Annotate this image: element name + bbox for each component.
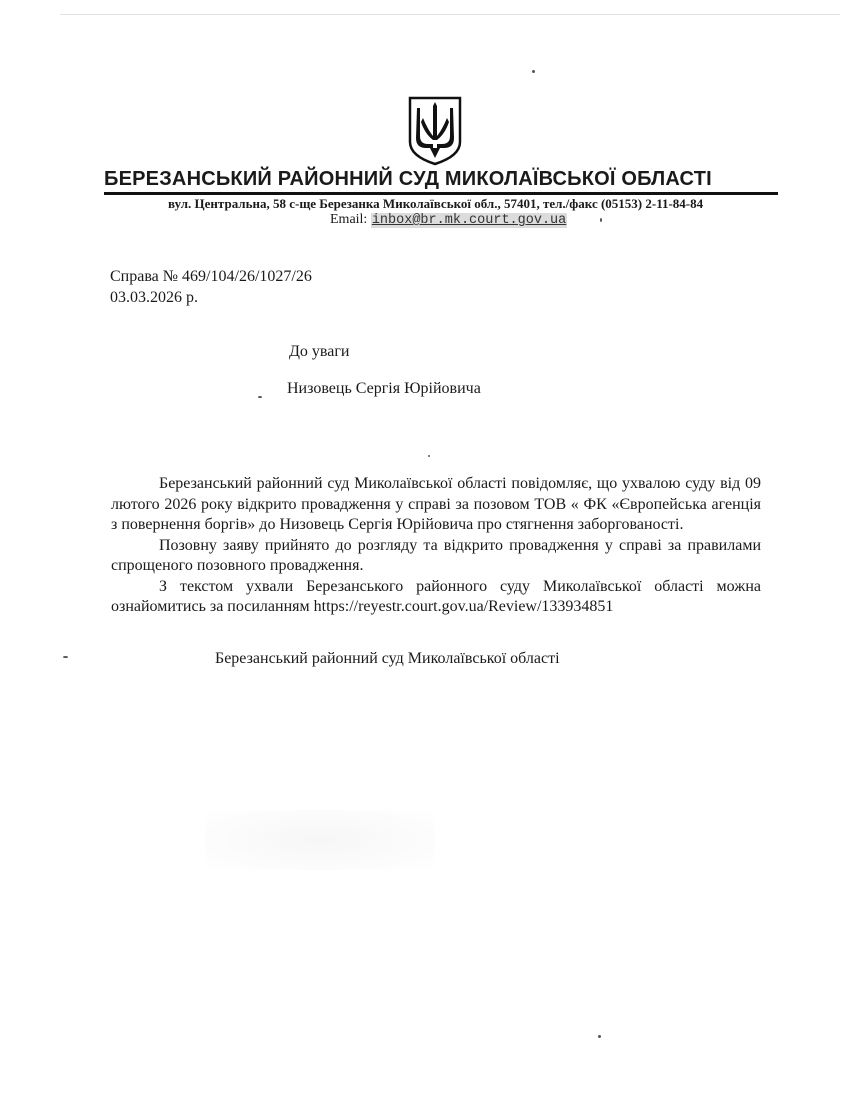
case-date: 03.03.2026 р. [110,289,198,306]
trident-emblem-icon [408,96,462,166]
email-link[interactable]: inbox@br.mk.court.gov.ua [371,213,567,228]
body-paragraph: З текстом ухвали Березанського районного суду Миколаївської області можна ознайомитись за посиланням https://reyestr.court.gov.ua/Review/133934851 [111,577,761,615]
scan-speck [428,455,430,457]
scan-speck [598,1035,601,1038]
case-number: Справа № 469/104/26/1027/26 [110,268,312,285]
scan-speck [63,656,68,658]
court-address: вул. Центральна, 58 с-ще Березанка Миколаївської обл., 57401, тел./факс (05153) 2-11-84-84 [168,196,704,211]
scan-speck [258,396,262,398]
attention-label: До уваги [289,343,350,360]
email-label: Email: [330,212,368,227]
email-line [330,212,567,228]
body-paragraph: Березанський районний суд Миколаївської області повідомляє, що ухвалою суду від 09 лютого 2026 року відкрито провадження у справі за позовом ТОВ « ФК «Європейська агенція з повернення боргів» до Низовець Сергія Юрійовича про стягнення заборгованості. [111,475,761,533]
scan-speck [532,70,535,73]
letter-body [111,474,761,618]
faded-stamp-area [205,810,435,870]
scan-speck [600,218,602,222]
recipient-name: Низовець Сергія Юрійовича [287,380,481,397]
scan-edge-line [60,14,840,15]
body-paragraph: Позовну заяву прийнято до розгляду та відкрито провадження у справі за правилами спрощеного позовного провадження. [111,536,761,574]
header-rule [104,192,778,195]
signature-line: Березанський районний суд Миколаївської області [215,650,560,667]
court-name-heading: БЕРЕЗАНСЬКИЙ РАЙОННИЙ СУД МИКОЛАЇВСЬКОЇ ОБЛАСТІ [104,168,712,190]
